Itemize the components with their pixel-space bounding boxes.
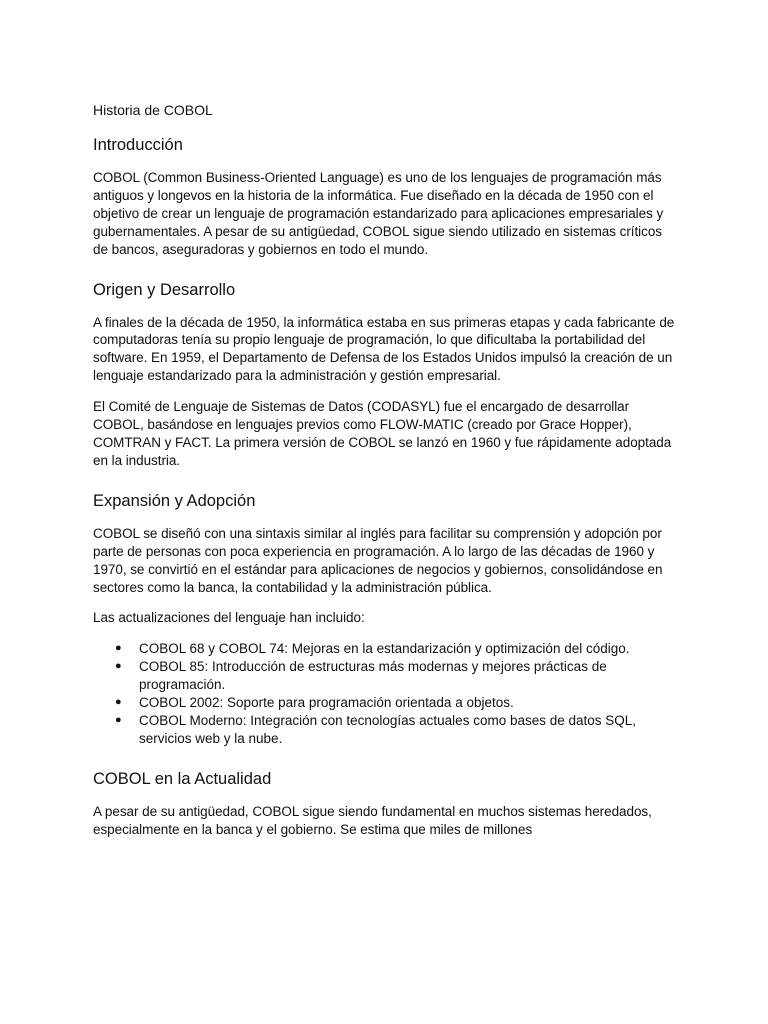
list-item-text: COBOL 68 y COBOL 74: Mejoras en la estandarización y optimización del código.: [139, 641, 630, 657]
bullet-icon: ●: [115, 713, 122, 726]
list-item: [93, 694, 678, 712]
heading-origen-desarrollo: Origen y Desarrollo: [93, 280, 236, 299]
updates-list: [93, 640, 678, 747]
list-item-text: COBOL Moderno: Integración con tecnologías actuales como bases de datos SQL, servicios web y la nube.: [139, 712, 637, 746]
heading-cobol-actualidad: COBOL en la Actualidad: [93, 769, 272, 788]
paragraph-expansion-1: COBOL se diseñó con una sintaxis similar al inglés para facilitar su comprensión y adopción por parte de personas con poca experiencia en programación. A lo largo de las décadas de 1960 y 1970, se convirtió en el estándar para aplicaciones de negocios y gobiernos, consolidándose en sectores como la banca, la contabilidad y la administración pública.: [93, 525, 663, 595]
heading-expansion-adopcion: Expansión y Adopción: [93, 491, 256, 510]
heading-introduccion: Introducción: [93, 136, 183, 154]
paragraph-origen-2: El Comité de Lenguaje de Sistemas de Datos (CODASYL) fue el encargado de desarrollar COBOL, basándose en lenguajes previos como FLOW-MATIC (creado por Grace Hopper), COMTRAN y FACT. La primera versión de COBOL se lanzó en 1960 y fue rápidamente adoptada en la industria.: [93, 399, 672, 468]
list-item: [93, 658, 678, 694]
document-page: [93, 102, 678, 852]
bullet-icon: ●: [115, 660, 122, 673]
paragraph-introduccion: COBOL (Common Business-Oriented Language) es uno de los lenguajes de programación más antiguos y longevos en la historia de la informática. Fue diseñado en la década de 1950 con el objetivo de crear un lenguaje de programación estandarizado para aplicaciones empresariales y gubernamentales. A pesar de su antigüedad, COBOL sigue siendo utilizado en sistemas críticos de bancos, aseguradoras y gobiernos en todo el mundo.: [93, 170, 664, 257]
paragraph-expansion-2: Las actualizaciones del lenguaje han incluido:: [93, 610, 365, 626]
bullet-icon: ●: [115, 642, 122, 655]
list-item: [93, 640, 678, 658]
list-item: [93, 712, 678, 748]
document-title: Historia de COBOL: [93, 102, 213, 118]
list-item-text: COBOL 2002: Soporte para programación orientada a objetos.: [139, 695, 514, 711]
list-item-text: COBOL 85: Introducción de estructuras más modernas y mejores prácticas de programación.: [139, 659, 607, 693]
paragraph-origen-1: A finales de la década de 1950, la informática estaba en sus primeras etapas y cada fabricante de computadoras tenía su propio lenguaje de programación, lo que dificultaba la portabilidad del software. En 1959, el Departamento de Defensa de los Estados Unidos impulsó la creación de un lenguaje estandarizado para la administración y gestión empresarial.: [93, 314, 675, 384]
paragraph-actualidad: A pesar de su antigüedad, COBOL sigue siendo fundamental en muchos sistemas heredados, especialmente en la banca y el gobierno. Se estima que miles de millones: [93, 803, 652, 837]
bullet-icon: ●: [115, 696, 122, 709]
